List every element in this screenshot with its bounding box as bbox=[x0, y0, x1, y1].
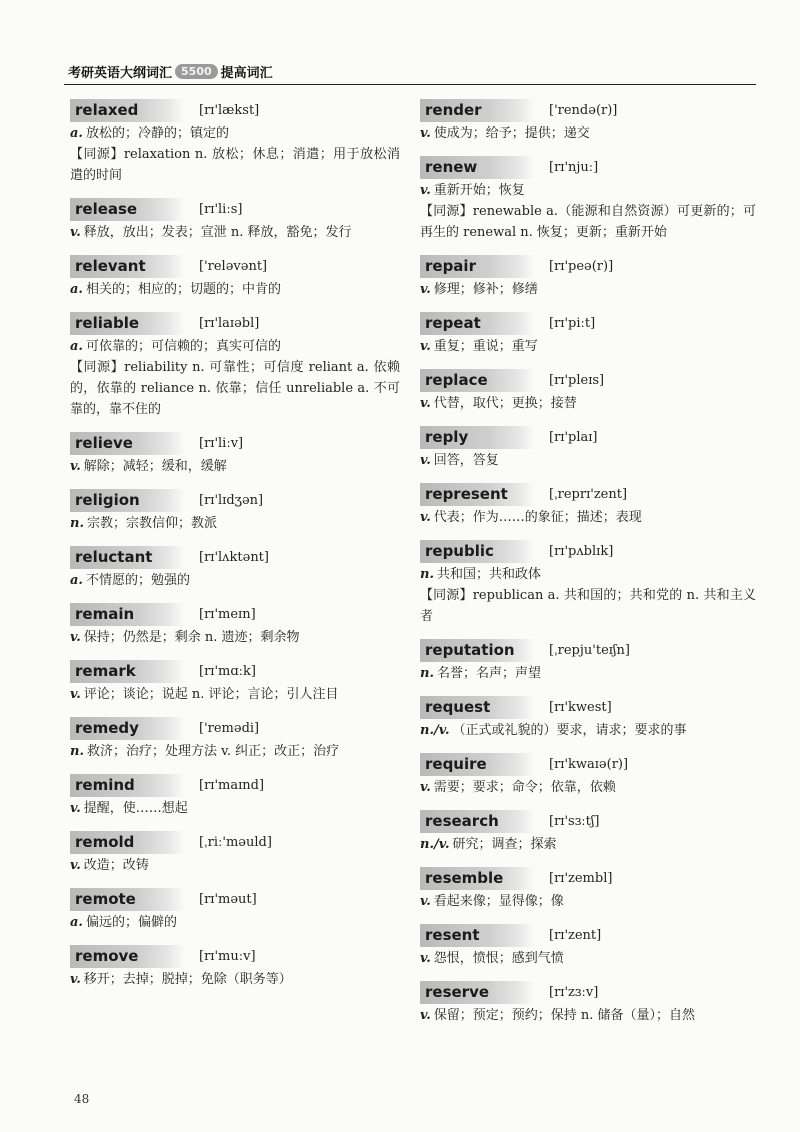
entry-head bbox=[70, 886, 400, 912]
entry-head bbox=[70, 310, 400, 336]
headword: request bbox=[420, 696, 535, 719]
phonetic: [rɪ'məut] bbox=[199, 891, 257, 907]
definition-text: 共和国；共和政体 bbox=[436, 567, 541, 582]
entry-remedy bbox=[70, 715, 400, 762]
definition-line bbox=[70, 222, 400, 243]
part-of-speech: n./v. bbox=[420, 723, 450, 738]
header-badge: 5500 bbox=[175, 64, 218, 79]
definition-line bbox=[420, 336, 756, 357]
entry-head bbox=[70, 487, 400, 513]
definition-text: 【同源】renewable a.（能源和自然资源）可更新的；可再生的 renewal n. 恢复；更新；重新开始 bbox=[420, 204, 756, 240]
definition-line bbox=[70, 684, 400, 705]
phonetic: [rɪ'maɪnd] bbox=[199, 777, 265, 793]
entry-relevant bbox=[70, 253, 400, 300]
definition-text: 释放，放出；发表；宣泄 n. 释放，豁免；发行 bbox=[83, 225, 352, 240]
part-of-speech: a. bbox=[70, 339, 83, 354]
headword: relevant bbox=[70, 255, 185, 278]
entry-reliable bbox=[70, 310, 400, 420]
phonetic: [ˌriː'məuld] bbox=[199, 834, 272, 850]
entry-research bbox=[420, 808, 756, 855]
headword: reserve bbox=[420, 981, 535, 1004]
entry-head bbox=[70, 430, 400, 456]
definition-text: 【同源】republican a. 共和国的；共和党的 n. 共和主义者 bbox=[420, 588, 756, 624]
entry-relaxed bbox=[70, 97, 400, 186]
entry-head bbox=[420, 481, 756, 507]
definition-text: 相关的；相应的；切题的；中肯的 bbox=[85, 282, 281, 297]
headword: remark bbox=[70, 660, 185, 683]
phonetic: [rɪ'pleɪs] bbox=[549, 372, 605, 388]
definition-text: 名誉；名声；声望 bbox=[436, 666, 541, 681]
headword: render bbox=[420, 99, 535, 122]
definition-text: 代表；作为……的象征；描述；表现 bbox=[433, 510, 642, 525]
definition-line bbox=[420, 585, 756, 627]
entry-reputation bbox=[420, 637, 756, 684]
entry-head bbox=[70, 772, 400, 798]
definition-line bbox=[420, 720, 756, 741]
definition-line bbox=[420, 564, 756, 585]
headword: repeat bbox=[420, 312, 535, 335]
part-of-speech: v. bbox=[420, 453, 431, 468]
definition-line bbox=[420, 948, 756, 969]
part-of-speech: a. bbox=[70, 282, 83, 297]
headword: research bbox=[420, 810, 535, 833]
entry-head bbox=[420, 538, 756, 564]
entry-head bbox=[70, 544, 400, 570]
entry-repair bbox=[420, 253, 756, 300]
header-rule bbox=[64, 84, 756, 85]
entry-reply bbox=[420, 424, 756, 471]
entry-head bbox=[70, 196, 400, 222]
part-of-speech: a. bbox=[70, 573, 83, 588]
part-of-speech: v. bbox=[420, 339, 431, 354]
entry-head bbox=[420, 154, 756, 180]
definition-line bbox=[70, 357, 400, 420]
definition-text: 解除；减轻；缓和，缓解 bbox=[83, 459, 227, 474]
entry-head bbox=[420, 865, 756, 891]
entry-head bbox=[420, 637, 756, 663]
part-of-speech: v. bbox=[420, 894, 431, 909]
definition-text: 提醒，使……想起 bbox=[83, 801, 188, 816]
entry-head bbox=[70, 658, 400, 684]
entry-remove bbox=[70, 943, 400, 990]
headword: reluctant bbox=[70, 546, 185, 569]
right-column bbox=[420, 97, 756, 1036]
phonetic: ['rendə(r)] bbox=[549, 102, 618, 118]
headword: republic bbox=[420, 540, 535, 563]
entry-require bbox=[420, 751, 756, 798]
entry-head bbox=[70, 97, 400, 123]
headword: require bbox=[420, 753, 535, 776]
entry-head bbox=[70, 253, 400, 279]
definition-line bbox=[420, 777, 756, 798]
left-column bbox=[70, 97, 400, 1000]
entry-request bbox=[420, 694, 756, 741]
definition-text: 代替，取代；更换；接替 bbox=[433, 396, 577, 411]
part-of-speech: a. bbox=[70, 126, 83, 141]
definition-text: 保持；仍然是；剩余 n. 遗迹；剩余物 bbox=[83, 630, 300, 645]
header-title-right: 提高词汇 bbox=[220, 66, 273, 81]
definition-line bbox=[70, 627, 400, 648]
headword: remedy bbox=[70, 717, 185, 740]
entry-head bbox=[420, 424, 756, 450]
definition-line bbox=[420, 279, 756, 300]
headword: remove bbox=[70, 945, 185, 968]
entry-remote bbox=[70, 886, 400, 933]
definition-line bbox=[70, 279, 400, 300]
entry-head bbox=[420, 97, 756, 123]
definition-text: 重新开始；恢复 bbox=[433, 183, 525, 198]
phonetic: ['reləvənt] bbox=[199, 258, 268, 274]
part-of-speech: v. bbox=[70, 687, 81, 702]
part-of-speech: v. bbox=[420, 282, 431, 297]
entry-head bbox=[420, 253, 756, 279]
phonetic: [rɪ'lʌktənt] bbox=[199, 549, 269, 565]
definition-text: 研究；调查；探索 bbox=[452, 837, 557, 852]
definition-text: 宗教；宗教信仰；教派 bbox=[86, 516, 217, 531]
headword: resemble bbox=[420, 867, 535, 890]
phonetic: [ˌreprɪ'zent] bbox=[549, 486, 628, 502]
headword: renew bbox=[420, 156, 535, 179]
part-of-speech: v. bbox=[70, 630, 81, 645]
entry-render bbox=[420, 97, 756, 144]
entry-release bbox=[70, 196, 400, 243]
definition-text: 偏远的；偏僻的 bbox=[85, 915, 177, 930]
phonetic: [rɪ'liːs] bbox=[199, 201, 243, 217]
entry-represent bbox=[420, 481, 756, 528]
definition-text: 回答，答复 bbox=[433, 453, 499, 468]
entry-head bbox=[70, 943, 400, 969]
headword: represent bbox=[420, 483, 535, 506]
definition-text: 放松的；冷静的；镇定的 bbox=[85, 126, 229, 141]
definition-line bbox=[420, 891, 756, 912]
definition-text: 使成为；给予；提供；递交 bbox=[433, 126, 590, 141]
phonetic: [rɪ'njuː] bbox=[549, 159, 599, 175]
definition-text: 修理；修补；修缮 bbox=[433, 282, 538, 297]
entry-head bbox=[70, 715, 400, 741]
part-of-speech: n. bbox=[420, 567, 434, 582]
headword: reliable bbox=[70, 312, 185, 335]
part-of-speech: n. bbox=[420, 666, 434, 681]
definition-line bbox=[420, 123, 756, 144]
definition-line bbox=[70, 123, 400, 144]
definition-line bbox=[70, 336, 400, 357]
phonetic: [rɪ'zɜːv] bbox=[549, 984, 599, 1000]
definition-text: （正式或礼貌的）要求，请求；要求的事 bbox=[452, 723, 687, 738]
entry-head bbox=[420, 310, 756, 336]
entry-head bbox=[70, 829, 400, 855]
part-of-speech: v. bbox=[420, 510, 431, 525]
entry-head bbox=[70, 601, 400, 627]
entry-head bbox=[420, 751, 756, 777]
headword: replace bbox=[420, 369, 535, 392]
headword: remind bbox=[70, 774, 185, 797]
entry-reluctant bbox=[70, 544, 400, 591]
part-of-speech: a. bbox=[70, 915, 83, 930]
entry-remark bbox=[70, 658, 400, 705]
phonetic: [rɪ'mɑːk] bbox=[199, 663, 256, 679]
definition-line bbox=[420, 201, 756, 243]
headword: remain bbox=[70, 603, 185, 626]
definition-line bbox=[70, 969, 400, 990]
definition-line bbox=[70, 912, 400, 933]
headword: release bbox=[70, 198, 185, 221]
phonetic: [rɪ'plaɪ] bbox=[549, 429, 598, 445]
part-of-speech: v. bbox=[420, 183, 431, 198]
definition-text: 【同源】reliability n. 可靠性；可信度 reliant a. 依赖的，依靠的 reliance n. 依靠；信任 unreliable a. 不可靠的，靠不住的 bbox=[70, 360, 400, 417]
entry-relieve bbox=[70, 430, 400, 477]
definition-text: 可依靠的；可信赖的；真实可信的 bbox=[85, 339, 281, 354]
definition-line bbox=[70, 855, 400, 876]
definition-line bbox=[70, 456, 400, 477]
entry-resemble bbox=[420, 865, 756, 912]
definition-line bbox=[70, 513, 400, 534]
entry-head bbox=[420, 367, 756, 393]
page-header bbox=[68, 62, 273, 81]
part-of-speech: v. bbox=[70, 225, 81, 240]
entry-resent bbox=[420, 922, 756, 969]
entry-reserve bbox=[420, 979, 756, 1026]
phonetic: [rɪ'zembl] bbox=[549, 870, 613, 886]
part-of-speech: v. bbox=[420, 1008, 431, 1023]
entry-head bbox=[420, 979, 756, 1005]
part-of-speech: n. bbox=[70, 744, 84, 759]
definition-text: 看起来像；显得像；像 bbox=[433, 894, 564, 909]
part-of-speech: n./v. bbox=[420, 837, 450, 852]
definition-text: 救济；治疗；处理方法 v. 纠正；改正；治疗 bbox=[86, 744, 340, 759]
phonetic: [rɪ'liːv] bbox=[199, 435, 244, 451]
definition-text: 怨恨，愤恨；感到气愤 bbox=[433, 951, 564, 966]
header-title-left: 考研英语大纲词汇 bbox=[68, 66, 173, 81]
part-of-speech: v. bbox=[420, 396, 431, 411]
definition-line bbox=[70, 741, 400, 762]
entry-remind bbox=[70, 772, 400, 819]
headword: remold bbox=[70, 831, 185, 854]
headword: religion bbox=[70, 489, 185, 512]
phonetic: [rɪ'kwaɪə(r)] bbox=[549, 756, 629, 772]
entry-head bbox=[420, 694, 756, 720]
definition-text: 移开；去掉；脱掉；免除（职务等） bbox=[83, 972, 292, 987]
part-of-speech: v. bbox=[70, 972, 81, 987]
definition-line bbox=[70, 570, 400, 591]
entry-head bbox=[420, 922, 756, 948]
phonetic: [rɪ'piːt] bbox=[549, 315, 596, 331]
definition-text: 保留；预定；预约；保持 n. 储备（量）；自然 bbox=[433, 1008, 696, 1023]
phonetic: ['remədi] bbox=[199, 720, 260, 736]
entry-head bbox=[420, 808, 756, 834]
headword: resent bbox=[420, 924, 535, 947]
entry-replace bbox=[420, 367, 756, 414]
page-number: 48 bbox=[74, 1092, 90, 1106]
entry-remold bbox=[70, 829, 400, 876]
phonetic: [rɪ'lækst] bbox=[199, 102, 260, 118]
definition-line bbox=[420, 663, 756, 684]
definition-line bbox=[420, 507, 756, 528]
headword: reputation bbox=[420, 639, 535, 662]
phonetic: [rɪ'lɪdʒən] bbox=[199, 492, 264, 508]
entry-religion bbox=[70, 487, 400, 534]
definition-text: 【同源】relaxation n. 放松；休息；消遣；用于放松消遣的时间 bbox=[70, 147, 400, 183]
entry-remain bbox=[70, 601, 400, 648]
phonetic: [rɪ'peə(r)] bbox=[549, 258, 614, 274]
headword: reply bbox=[420, 426, 535, 449]
entry-republic bbox=[420, 538, 756, 627]
part-of-speech: v. bbox=[70, 858, 81, 873]
definition-text: 不情愿的；勉强的 bbox=[85, 573, 190, 588]
part-of-speech: v. bbox=[70, 801, 81, 816]
definition-text: 评论；谈论；说起 n. 评论；言论；引人注目 bbox=[83, 687, 339, 702]
definition-line bbox=[420, 180, 756, 201]
definition-text: 需要；要求；命令；依靠，依赖 bbox=[433, 780, 616, 795]
phonetic: [rɪ'zent] bbox=[549, 927, 602, 943]
phonetic: [rɪ'laɪəbl] bbox=[199, 315, 260, 331]
phonetic: [rɪ'sɜːtʃ] bbox=[549, 813, 600, 829]
headword: repair bbox=[420, 255, 535, 278]
definition-line bbox=[420, 450, 756, 471]
definition-line bbox=[420, 393, 756, 414]
headword: remote bbox=[70, 888, 185, 911]
definition-line bbox=[420, 834, 756, 855]
part-of-speech: n. bbox=[70, 516, 84, 531]
definition-line bbox=[420, 1005, 756, 1026]
entry-repeat bbox=[420, 310, 756, 357]
phonetic: [rɪ'kwest] bbox=[549, 699, 612, 715]
entry-renew bbox=[420, 154, 756, 243]
definition-line bbox=[70, 798, 400, 819]
definition-text: 重复；重说；重写 bbox=[433, 339, 538, 354]
phonetic: [rɪ'pʌblɪk] bbox=[549, 543, 614, 559]
definition-line bbox=[70, 144, 400, 186]
part-of-speech: v. bbox=[70, 459, 81, 474]
part-of-speech: v. bbox=[420, 951, 431, 966]
phonetic: [rɪ'muːv] bbox=[199, 948, 256, 964]
phonetic: [rɪ'meɪn] bbox=[199, 606, 256, 622]
part-of-speech: v. bbox=[420, 126, 431, 141]
part-of-speech: v. bbox=[420, 780, 431, 795]
phonetic: [ˌrepju'teɪʃn] bbox=[549, 642, 630, 658]
headword: relieve bbox=[70, 432, 185, 455]
headword: relaxed bbox=[70, 99, 185, 122]
definition-text: 改造；改铸 bbox=[83, 858, 149, 873]
